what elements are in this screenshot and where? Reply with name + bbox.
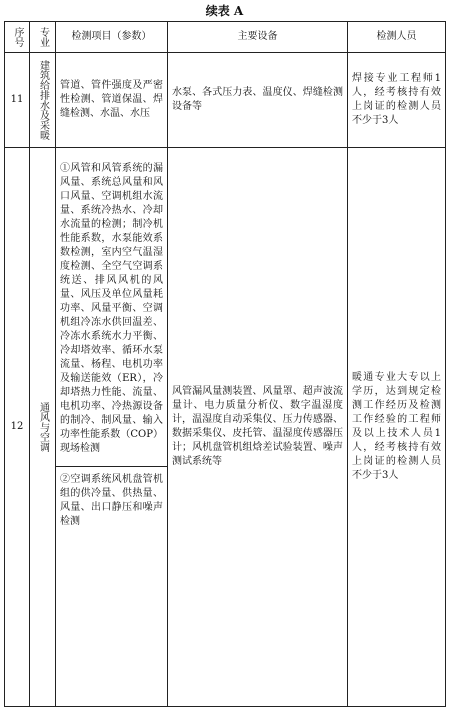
header-major: 专业: [30, 22, 56, 53]
row-seq: 12: [5, 148, 30, 707]
table-row: [5, 53, 446, 148]
header-equipment: 主要设备: [168, 22, 348, 53]
items-part-2: ②空调系统风机盘管机组的供冷量、供热量、风量、出口静压和噪声检测: [60, 474, 163, 527]
header-seq: 序号: [5, 22, 30, 53]
row-equipment: 水泵、各式压力表、温度仪、焊缝检测设备等: [168, 53, 348, 148]
row-items: [56, 148, 168, 707]
table-title: 续表 A: [205, 4, 244, 18]
row-personnel: 焊接专业工程师1人，经考核持有效上岗证的检测人员不少于3人: [348, 53, 446, 148]
row-major: 建筑给排水及采暖: [30, 53, 56, 148]
row-personnel: 暖通专业大专以上学历，达到规定检测工作经历及检测工作经验的工程师及以上技术人员1人，经考核持有效上岗证的检测人员不少于3人: [348, 148, 446, 707]
row-items: 管道、管件强度及严密性检测、管道保温、焊缝检测、水温、水压: [56, 53, 168, 148]
header-personnel: 检测人员: [348, 22, 446, 53]
table-row: [5, 148, 446, 707]
header-row: [5, 22, 446, 53]
items-part-1: ①风管和风管系统的漏风量、系统总风量和风口风量、空调机组水流量、系统冷热水、冷却水流量的检测；制冷机性能系数，水泵能效系数检测，室内空气温湿度检测、全空气空调系统送、排风风机的风量、风压及单位风量耗功率、风量平衡、空调机组冷冻水供回温差、冷冻水系统水力平衡、冷却塔效率、循环水泵流量、杨程、电机功率及输送能效（ER），冷却塔热力性能、流量、电机功率、冷热源设备的制冷、制风量、输入功率性能系数（COP）现场检测: [56, 148, 167, 467]
inspection-table: [4, 21, 446, 707]
row-equipment: 风管漏风量测装置、风量罩、超声波流量计、电力质量分析仪、数字温湿度计，温湿度自动采集仪、压力传感器、数据采集仪、皮托管、温湿度传感器压计；风机盘管机组焓差试验装置、噪声测试系统等: [168, 148, 348, 707]
row-major: 通风与空调: [30, 148, 56, 707]
row-seq: 11: [5, 53, 30, 148]
header-items: 检测项目（参数）: [56, 22, 168, 53]
